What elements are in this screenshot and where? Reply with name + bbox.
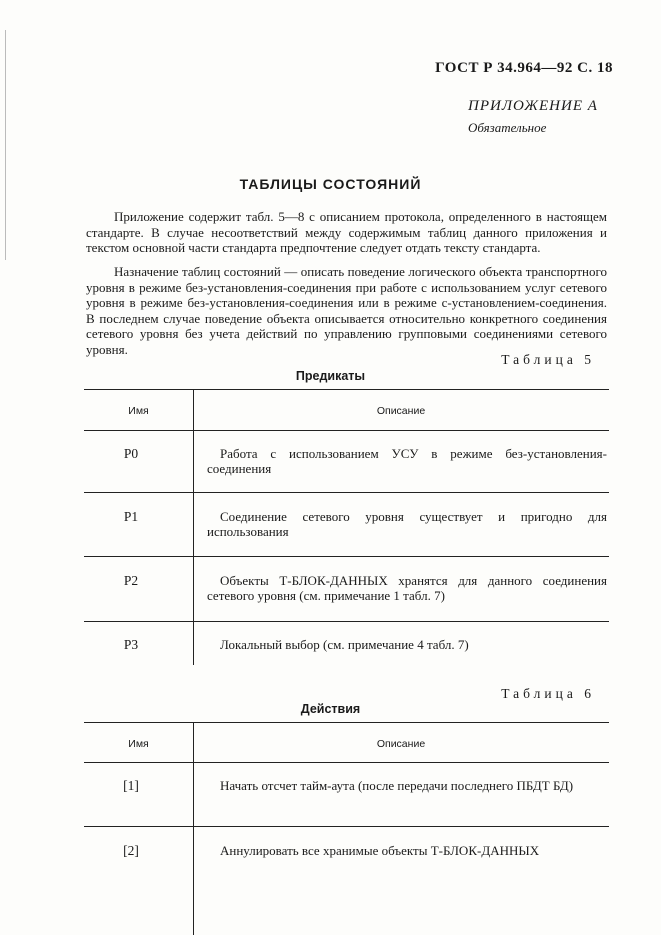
page-header: ГОСТ Р 34.964—92 С. 18 — [435, 60, 613, 76]
appendix-title: ПРИЛОЖЕНИЕ А — [468, 98, 598, 114]
table5-caption: Предикаты — [295, 369, 366, 383]
table6-top-rule — [84, 722, 609, 723]
table5-top-rule — [84, 389, 609, 390]
table5-row-desc: Соединение сетевого уровня существует и пригодно для использования — [207, 509, 607, 539]
table5-row-rule — [84, 556, 609, 557]
table5-row-name: P2 — [123, 573, 139, 588]
table5-row-rule — [84, 621, 609, 622]
table5-label: Таблица 5 — [501, 352, 595, 367]
table6-row-desc: Начать отсчет тайм-аута (после передачи последнего ПБДТ БД) — [220, 778, 574, 793]
table6-col-desc: Описание — [376, 738, 426, 750]
table6-row-name: [2] — [123, 843, 139, 858]
table5-header-rule — [84, 430, 609, 431]
table5-row-desc: Работа с использованием УСУ в режиме без-установления-соединения — [207, 446, 607, 476]
table5-col-name: Имя — [128, 405, 149, 417]
table6-header-rule — [84, 762, 609, 763]
table5-col-divider — [193, 390, 194, 665]
appendix-status: Обязательное — [468, 120, 547, 135]
table5-row-desc: Локальный выбор (см. примечание 4 табл. 7) — [220, 637, 469, 652]
paragraph-intro: Приложение содержит табл. 5—8 с описанием протокола, определенного в настоящем стандарте. В случае несоответствий между содержимым таблиц данного приложения и текстом основной части стандарта предпочтение следует отдать тексту стандарта. — [86, 209, 607, 255]
paragraph-purpose: Назначение таблиц состояний — описать поведение логического объекта транспортного уровня в режиме без-установления-соединения при работе с использованием услуг сетевого уровня в режиме без-установления-соединения или в режиме с-установлением-соединения. В последнем случае поведение объекта описывается относительно конкретного соединения сетевого уровня без учета действий по управлению групповыми соединениями сетевого уровня. — [86, 264, 607, 357]
table6-label: Таблица 6 — [501, 686, 595, 701]
page-title: ТАБЛИЦЫ СОСТОЯНИЙ — [239, 176, 422, 192]
scan-edge-line — [5, 30, 6, 260]
table5-row-name: P0 — [123, 446, 139, 461]
table5-row-desc: Объекты Т-БЛОК-ДАННЫХ хранятся для данного соединения сетевого уровня (см. примечание 1 табл. 7) — [207, 573, 607, 603]
table6-caption: Действия — [300, 702, 361, 716]
table5-row-name: P3 — [123, 637, 139, 652]
table5-col-desc: Описание — [376, 405, 426, 417]
table6-row-desc: Аннулировать все хранимые объекты Т-БЛОК-ДАННЫХ — [220, 843, 540, 858]
table6-row-name: [1] — [123, 778, 139, 793]
table6-col-name: Имя — [128, 738, 149, 750]
table6-row-rule — [84, 826, 609, 827]
table5-row-name: P1 — [123, 509, 139, 524]
table6-col-divider — [193, 723, 194, 935]
table5-row-rule — [84, 492, 609, 493]
